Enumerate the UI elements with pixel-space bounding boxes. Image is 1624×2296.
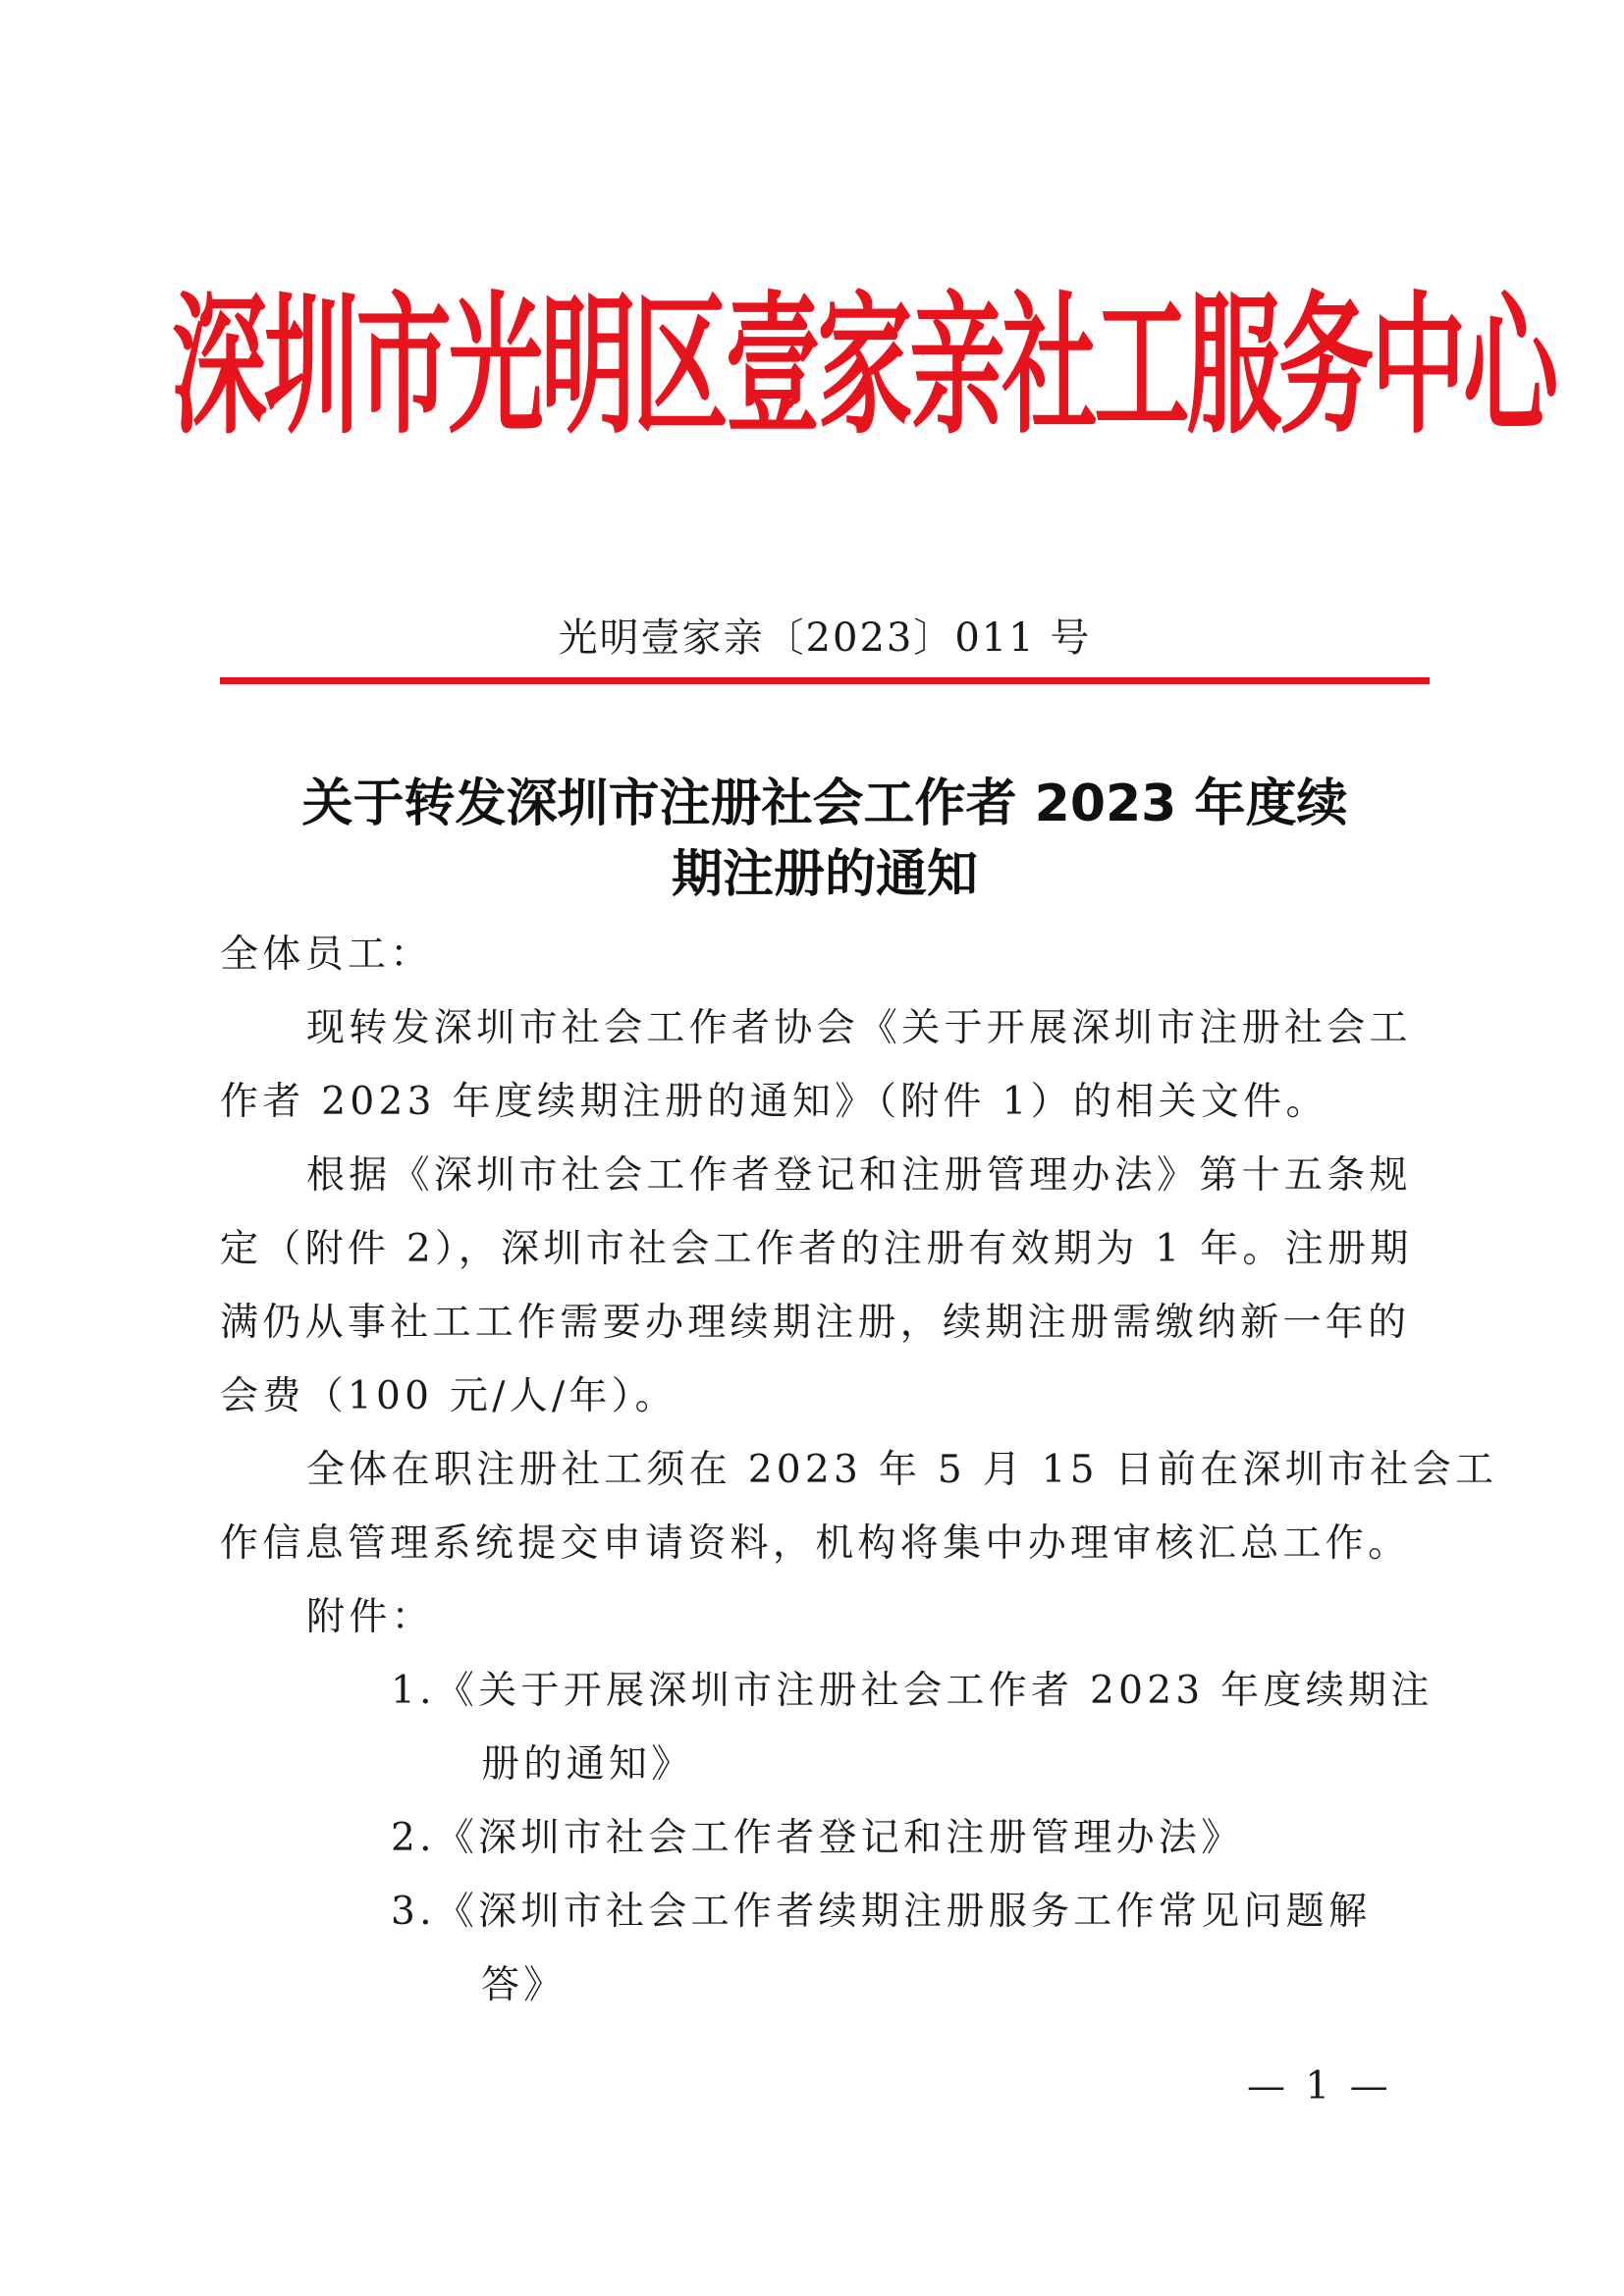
paragraph-2-line-1: 根据《深圳市社会工作者登记和注册管理办法》第十五条规: [306, 1153, 1412, 1198]
paragraph-2-line-3: 满仍从事社工工作需要办理续期注册，续期注册需缴纳新一年的: [220, 1301, 1411, 1345]
paragraph-2-line-4: 会费（100 元/人/年）。: [220, 1374, 677, 1418]
document-title-line-2: 期注册的通知: [671, 845, 978, 904]
paragraph-3-line-1: 全体在职注册社工须在 2023 年 5 月 15 日前在深圳市社会工: [306, 1448, 1498, 1492]
paragraph-2-line-2: 定（附件 2），深圳市社会工作者的注册有效期为 1 年。注册期: [220, 1227, 1413, 1271]
document-title-line-1: 关于转发深圳市注册社会工作者 2023 年度续: [301, 774, 1348, 833]
attachment-3-line-2: 答》: [481, 1963, 567, 2007]
salutation: 全体员工：: [220, 933, 433, 977]
paragraph-1-line-1: 现转发深圳市社会工作者协会《关于开展深圳市注册社会工: [306, 1006, 1412, 1050]
paragraph-3-line-2: 作信息管理系统提交申请资料，机构将集中办理审核汇总工作。: [220, 1522, 1411, 1566]
paragraph-1-line-2: 作者 2023 年度续期注册的通知》（附件 1）的相关文件。: [220, 1080, 1328, 1124]
document-number: 光明壹家亲〔2023〕011 号: [558, 615, 1092, 661]
attachment-3-line-1: 3.《深圳市社会工作者续期注册服务工作常见问题解: [391, 1890, 1372, 1934]
organization-masthead: 深圳市光明区壹家亲社工服务中心: [171, 276, 1556, 456]
attachment-1-line-1: 1.《关于开展深圳市注册社会工作者 2023 年度续期注: [391, 1669, 1434, 1713]
attachments-label: 附件：: [306, 1595, 434, 1639]
attachment-1-line-2: 册的通知》: [481, 1742, 694, 1787]
attachment-2: 2.《深圳市社会工作者登记和注册管理办法》: [391, 1816, 1244, 1860]
page-number: — 1 —: [1247, 2064, 1392, 2109]
red-divider: [220, 677, 1430, 684]
